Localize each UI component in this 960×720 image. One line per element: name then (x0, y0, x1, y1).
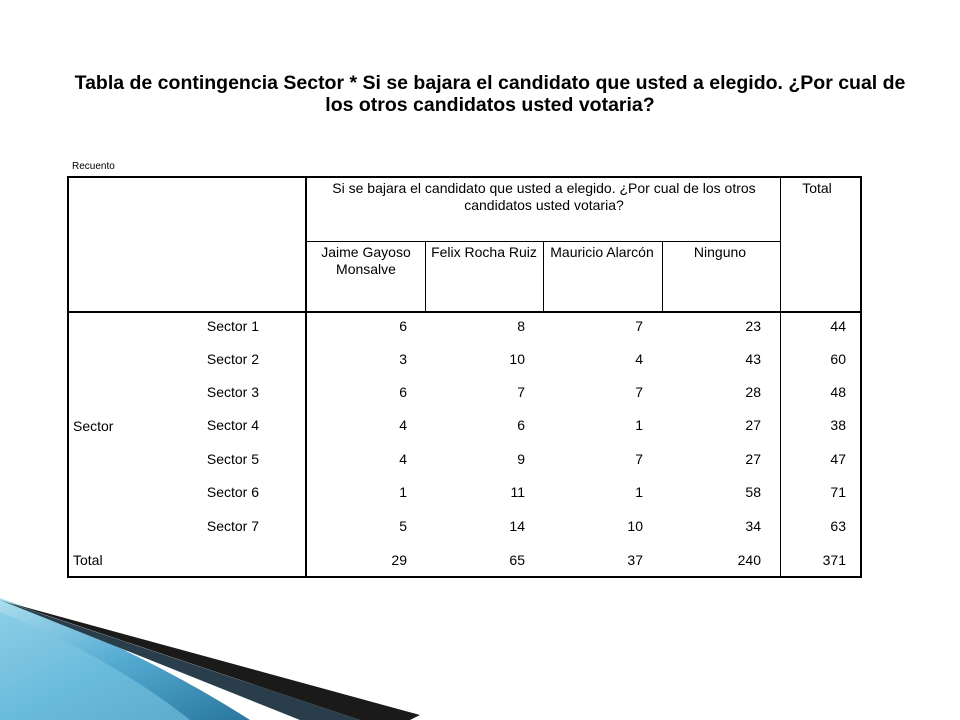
table-cell: 6 (399, 384, 407, 400)
table-cell: 10 (627, 518, 643, 534)
table-cell: 27 (745, 451, 761, 467)
column-group-header: Si se bajara el candidato que usted a elegido. ¿Por cual de los otros candidatos usted votaria? (332, 180, 756, 213)
table-cell: 27 (745, 417, 761, 433)
page-title: Tabla de contingencia Sector * Si se bajara el candidato que usted a elegido. ¿Por cual de los otros candidatos usted votaria? (74, 72, 906, 116)
table-cell: 43 (745, 351, 761, 367)
table-cell: 7 (635, 384, 643, 400)
table-cell: 6 (399, 318, 407, 334)
table-cell: 48 (830, 384, 846, 400)
total-row-label: Total (73, 552, 103, 568)
column-header-mauricio: Mauricio Alarcón (550, 244, 654, 260)
row-group-label: Sector (73, 418, 114, 434)
table-cell: 23 (745, 318, 761, 334)
table-cell: 6 (517, 417, 525, 433)
table-row-5-label: Sector 5 (206, 451, 259, 467)
table-cell: 28 (745, 384, 761, 400)
table-cell: 60 (830, 351, 846, 367)
count-label: Recuento (72, 161, 115, 172)
table-row-4-label: Sector 4 (206, 417, 259, 433)
total-cell: 37 (627, 552, 643, 568)
table-cell: 44 (830, 318, 846, 334)
table-cell: 4 (399, 417, 407, 433)
table-cell: 38 (830, 417, 846, 433)
table-cell: 7 (635, 451, 643, 467)
table-cell: 71 (830, 484, 846, 500)
contingency-table (67, 176, 862, 578)
total-cell: 240 (737, 552, 761, 568)
table-cell: 10 (509, 351, 525, 367)
table-cell: 47 (830, 451, 846, 467)
table-cell: 8 (517, 318, 525, 334)
table-cell: 1 (399, 484, 407, 500)
table-cell: 3 (399, 351, 407, 367)
table-row-3-label: Sector 3 (206, 384, 259, 400)
table-cell: 4 (635, 351, 643, 367)
table-row-2-label: Sector 2 (206, 351, 259, 367)
total-cell: 65 (509, 552, 525, 568)
table-cell: 7 (635, 318, 643, 334)
table-cell: 9 (517, 451, 525, 467)
column-header-ninguno: Ninguno (693, 244, 747, 260)
table-cell: 63 (830, 518, 846, 534)
total-cell: 29 (391, 552, 407, 568)
table-row-1-label: Sector 1 (206, 318, 259, 334)
table-cell: 7 (517, 384, 525, 400)
table-cell: 11 (510, 484, 525, 500)
total-cell: 371 (822, 552, 846, 568)
table-cell: 14 (509, 518, 525, 534)
table-cell: 34 (745, 518, 761, 534)
table-cell: 58 (745, 484, 761, 500)
table-cell: 5 (399, 518, 407, 534)
table-cell: 1 (635, 484, 643, 500)
table-cell: 1 (635, 417, 643, 433)
table-cell: 4 (399, 451, 407, 467)
column-header-jaime: Jaime Gayoso Monsalve (321, 244, 411, 277)
table-row-7-label: Sector 7 (206, 518, 259, 534)
column-header-felix: Felix Rocha Ruiz (431, 244, 537, 260)
table-row-6-label: Sector 6 (206, 484, 259, 500)
total-column-header: Total (802, 180, 832, 196)
